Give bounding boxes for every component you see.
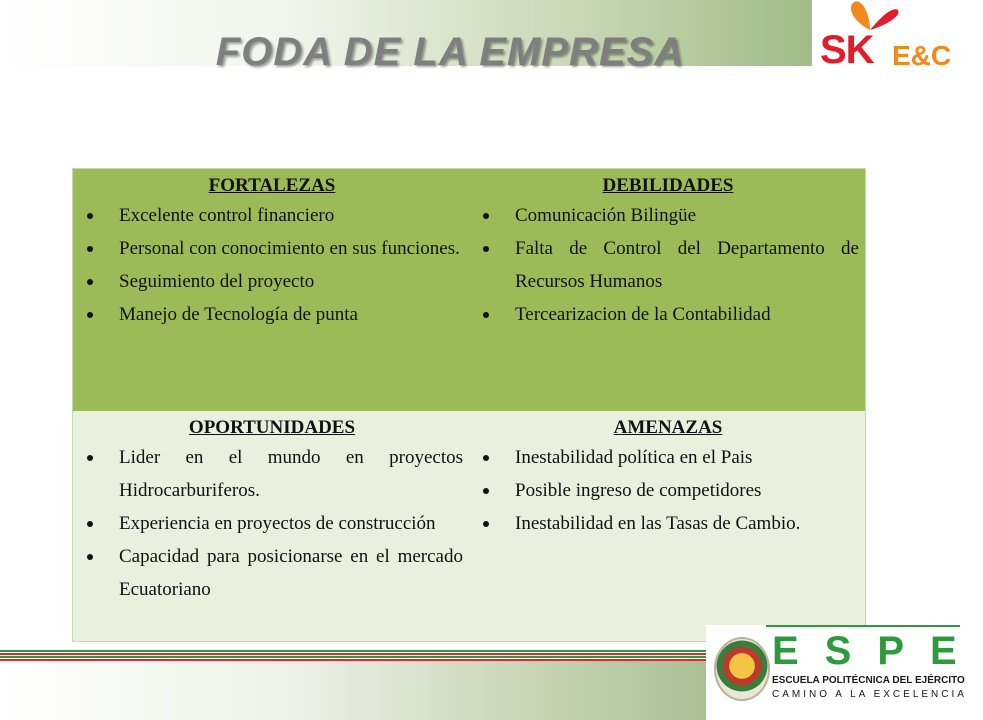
list-item-text: Excelente control financiero xyxy=(119,205,335,226)
bullet-icon xyxy=(483,521,489,527)
bullet-icon xyxy=(87,554,93,560)
amenazas-cell xyxy=(469,411,865,641)
list-item xyxy=(477,298,859,331)
list-item xyxy=(477,507,859,540)
bullet-icon xyxy=(87,213,93,219)
list-item-text: Inestabilidad política en el Pais xyxy=(515,447,753,468)
bullet-icon xyxy=(87,521,93,527)
footer-stripes xyxy=(0,650,706,662)
espe-logo xyxy=(706,625,983,720)
list-item xyxy=(477,232,859,298)
list-item-text: Experiencia en proyectos de construcción xyxy=(119,513,436,534)
list-item xyxy=(81,507,463,540)
sk-logo-text: SK xyxy=(820,28,874,72)
bullet-icon xyxy=(483,246,489,252)
debilidades-heading: DEBILIDADES xyxy=(602,175,734,196)
list-item-text: Inestabilidad en las Tasas de Cambio. xyxy=(515,513,801,534)
espe-name: ESCUELA POLITÉCNICA DEL EJÉRCITO xyxy=(772,675,965,686)
oportunidades-cell xyxy=(73,411,469,641)
espe-motto: CAMINO A LA EXCELENCIA xyxy=(772,689,967,700)
list-item-text: Comunicación Bilingüe xyxy=(515,205,697,226)
ec-logo-text: E&C xyxy=(892,40,952,71)
list-item xyxy=(81,265,463,298)
sk-ec-logo xyxy=(812,0,960,80)
list-item xyxy=(81,441,463,507)
list-item xyxy=(81,540,463,606)
list-item-text: Lider en el mundo en proyectos Hidrocarburiferos. xyxy=(119,447,463,501)
debilidades-list xyxy=(477,199,859,331)
stripe-red xyxy=(0,653,706,655)
list-item-text: Capacidad para posicionarse en el mercado Ecuatoriano xyxy=(119,546,463,600)
foda-table xyxy=(72,168,866,642)
bullet-icon xyxy=(483,213,489,219)
list-item-text: Posible ingreso de competidores xyxy=(515,480,762,501)
debilidades-cell xyxy=(469,169,865,411)
footer-background xyxy=(0,660,720,720)
amenazas-list xyxy=(477,441,859,540)
fortalezas-heading: FORTALEZAS xyxy=(208,175,336,196)
bullet-icon xyxy=(87,312,93,318)
list-item xyxy=(81,232,463,265)
list-item-text: Manejo de Tecnología de punta xyxy=(119,304,358,325)
amenazas-heading: AMENAZAS xyxy=(613,417,723,438)
espe-emblem-icon xyxy=(714,637,770,701)
list-item-text: Seguimiento del proyecto xyxy=(119,271,315,292)
fortalezas-list xyxy=(81,199,463,331)
bullet-icon xyxy=(483,488,489,494)
stripe-green xyxy=(0,656,706,658)
stripe-red xyxy=(0,659,706,661)
espe-top-line xyxy=(766,625,960,627)
list-item xyxy=(477,474,859,507)
bullet-icon xyxy=(87,279,93,285)
bullet-icon xyxy=(483,455,489,461)
fortalezas-cell xyxy=(73,169,469,411)
stripe-green xyxy=(0,650,706,652)
list-item xyxy=(81,298,463,331)
list-item xyxy=(477,441,859,474)
oportunidades-heading: OPORTUNIDADES xyxy=(188,417,356,438)
list-item xyxy=(81,199,463,232)
list-item-text: Tercearizacion de la Contabilidad xyxy=(515,304,771,325)
bullet-icon xyxy=(87,246,93,252)
list-item-text: Personal con conocimiento en sus funciones. xyxy=(119,238,460,259)
list-item xyxy=(477,199,859,232)
espe-letters: ESPE xyxy=(772,629,983,673)
page-title-text: FODA DE LA EMPRESA xyxy=(215,30,685,74)
list-item-text: Falta de Control del Departamento de Recursos Humanos xyxy=(515,238,859,292)
bullet-icon xyxy=(87,455,93,461)
bullet-icon xyxy=(483,312,489,318)
oportunidades-list xyxy=(81,441,463,606)
